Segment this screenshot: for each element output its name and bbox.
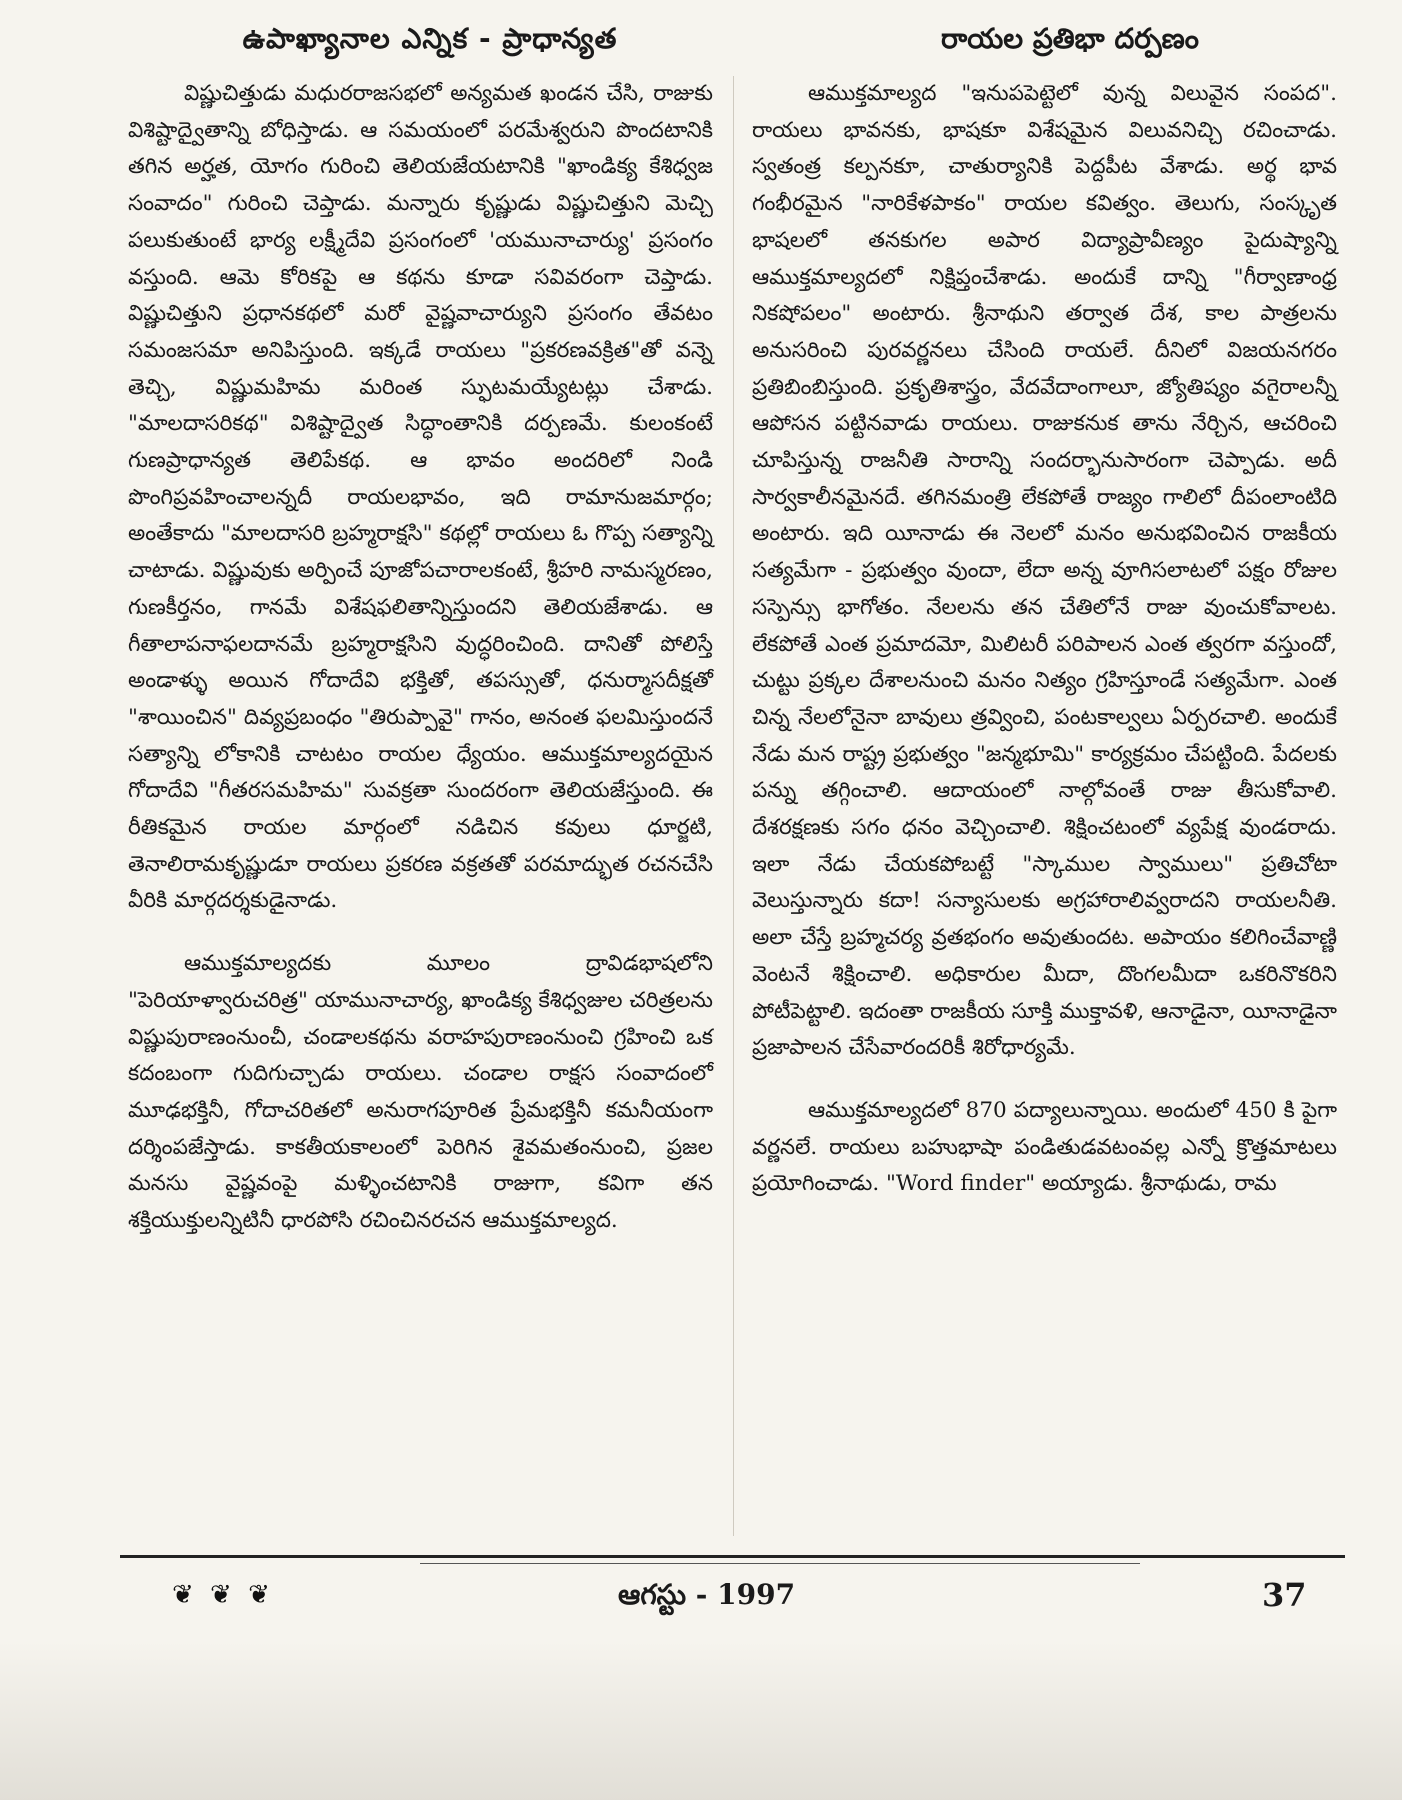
footer-rule-secondary — [420, 1563, 1140, 1564]
right-paragraph-2: ఆముక్తమాల్యదలో 870 పద్యాలున్నాయి. అందులో 450 కి పైగా వర్ణనలే. రాయలు బహుభాషా పండితుడవటంవల్ల ఎన్నో క్రొత్తమాటలు ప్రయోగించాడు. "Word finder" అయ్యాడు. శ్రీనాథుడు, రామ — [752, 1097, 1337, 1197]
column-divider — [733, 76, 734, 1536]
left-text-column — [128, 76, 713, 1240]
right-text-column — [752, 76, 1337, 1203]
left-paragraph-2: ఆముక్తమాల్యదకు మూలం ద్రావిడభాషలోని "పెరియాళ్వారుచరిత్ర" యామునాచార్య, ఖాండిక్య కేశిధ్వజుల చరిత్రలను విష్ణుపురాణంనుంచీ, చండాలకథను వరాహపురాణంనుంచి గ్రహించి ఒక కదంబంగా గుదిగుచ్చాడు రాయలు. చండాల రాక్షస సంవాదంలో మూఢభక్తినీ, గోదాచరితలో అనురాగపూరిత ప్రేమభక్తినీ కమనీయంగా దర్శింపజేస్తాడు. కాకతీయకాలంలో పెరిగిన శైవమతంనుంచి, ప్రజల మనసు వైష్ణవంపై మళ్ళించటానికి రాజుగా, కవిగా తన శక్తియుక్తులన్నిటినీ ధారపోసి రచించినరచన ఆముక్తమాల్యద. — [128, 951, 713, 1234]
footer-ornament: ❦ ❦ ❦ — [172, 1580, 274, 1610]
left-paragraph-1: విష్ణుచిత్తుడు మధురరాజసభలో అన్యమత ఖండన చేసి, రాజుకు విశిష్టాద్వైతాన్ని బోధిస్తాడు. ఆ సమయంలో పరమేశ్వరుని పొందటానికి తగిన అర్హత, యోగం గురించి తెలియజేయటానికి "ఖాండిక్య కేశిధ్వజ సంవాదం" గురించి చెప్తాడు. మన్నారు కృష్ణుడు విష్ణుచిత్తుని మెచ్చి పలుకుతుంటే భార్య లక్ష్మీదేవి ప్రసంగంలో 'యమునాచార్యు' ప్రసంగం వస్తుంది. ఆమె కోరికపై ఆ కథను కూడా సవివరంగా చెప్తాడు. విష్ణుచిత్తుని ప్రధానకథలో మరో వైష్ణవాచార్యుని ప్రసంగం తేవటం సమంజసమా అనిపిస్తుంది. ఇక్కడే రాయలు "ప్రకరణవక్రిత"తో వన్నె తెచ్చి, విష్ణుమహిమ మరింత స్ఫుటమయ్యేటట్లు చేశాడు. "మాలదాసరికథ" విశిష్టాద్వైత సిద్ధాంతానికి దర్పణమే. కులంకంటే గుణప్రాధాన్యత తెలిపేకథ. ఆ భావం అందరిలో నిండి పొంగిప్రవహించాలన్నదీ రాయలభావం, ఇది రామానుజమార్గం; అంతేకాదు "మాలదాసరి బ్రహ్మరాక్షసి" కథల్లో రాయలు ఓ గొప్ప సత్యాన్ని చాటాడు. విష్ణువుకు అర్పించే పూజోపచారాలకంటే, శ్రీహరి నామస్మరణం, గుణకీర్తనం, గానమే విశేషఫలితాన్నిస్తుందని తెలియజేశాడు. ఆ గీతాలాపనాఫలదానమే బ్రహ్మరాక్షసిని వుద్ధరించింది. దానితో పోలిస్తే అండాళ్ళు అయిన గోదాదేవి భక్తితో, తపస్సుతో, ధనుర్మాసదీక్షతో "శాయించిన" దివ్యప్రబంధం "తిరుప్పావై" గానం, అనంత ఫలమిస్తుందనే సత్యాన్ని లోకానికి చాటటం రాయల ధ్యేయం. ఆముక్తమాల్యదయైన గోదాదేవి "గీతరసమహిమ" సువక్రతా సుందరంగా తెలియజేస్తుంది. ఈ రీతికమైన రాయల మార్గంలో నడిచిన కవులు ధూర్జటి, తెనాలిరామకృష్ణుడూ రాయలు ప్రకరణ వక్రతతో పరమాద్భుత రచనచేసి వీరికి మార్గదర్శకుడైనాడు. — [128, 81, 713, 914]
footer-rule — [120, 1555, 1345, 1558]
issue-date: ఆగస్టు - 1997 — [618, 1578, 796, 1611]
right-paragraph-1: ఆముక్తమాల్యద "ఇనుపపెట్టెలో వున్న విలువైన సంపద". రాయలు భావనకు, భాషకూ విశేషమైన విలువనిచ్చి రచించాడు. స్వతంత్ర కల్పనకూ, చాతుర్యానికి పెద్దపీట వేశాడు. అర్థ భావ గంభీరమైన "నారికేళపాకం" రాయల కవిత్వం. తెలుగు, సంస్కృత భాషలలో తనకుగల అపార విద్యాప్రావీణ్యం పైదుష్యాన్ని ఆముక్తమాల్యదలో నిక్షిప్తంచేశాడు. అందుకే దాన్ని "గీర్వాణాంధ్ర నికషోపలం" అంటారు. శ్రీనాథుని తర్వాత దేశ, కాల పాత్రలను అనుసరించి పురవర్ణనలు చేసింది రాయలే. దీనిలో విజయనగరం ప్రతిబింబిస్తుంది. ప్రకృతిశాస్త్రం, వేదవేదాంగాలూ, జ్యోతిష్యం వగైరాలన్నీ ఆపోసన పట్టినవాడు రాయలు. రాజుకనుక తాను నేర్చిన, ఆచరించి చూపిస్తున్న రాజనీతి సారాన్ని సందర్భానుసారంగా చెప్పాడు. అదీ సార్వకాలీనమైనదే. తగినమంత్రి లేకపోతే రాజ్యం గాలిలో దీపంలాంటిది అంటారు. ఇది యీనాడు ఈ నెలలో మనం అనుభవించిన రాజకీయ సత్యమేగా - ప్రభుత్వం వుందా, లేదా అన్న వూగిసలాటలో పక్షం రోజుల సస్పెన్సు భాగోతం. నేలలను తన చేతిలోనే రాజు వుంచుకోవాలట. లేకపోతే ఎంత ప్రమాదమో, మిలిటరీ పరిపాలన ఎంత త్వరగా వస్తుందో, చుట్టు ప్రక్కల దేశాలనుంచి మనం నిత్యం గ్రహిస్తూండే సత్యమేగా. ఎంత చిన్న నేలలోనైనా బావులు త్రవ్వించి, పంటకాల్వలు ఏర్పరచాలి. అందుకే నేడు మన రాష్ట్ర ప్రభుత్వం "జన్మభూమి" కార్యక్రమం చేపట్టింది. పేదలకు పన్ను తగ్గించాలి. ఆదాయంలో నాల్గోవంతే రాజు తీసుకోవాలి. దేశరక్షణకు సగం ధనం వెచ్చించాలి. శిక్షించటంలో వ్యపేక్ష వుండరాదు. ఇలా నేడు చేయకపోబట్టే "స్కాముల స్వాములు" ప్రతిచోటా వెలుస్తున్నారు కదా! సన్యాసులకు అగ్రహారాలివ్వరాదని రాయలనీతి. అలా చేస్తే బ్రహ్మచర్య వ్రతభంగం అవుతుందట. అపాయం కలిగించేవాణ్ణి వెంటనే శిక్షించాలి. అధికారుల మీదా, దొంగలమీదా ఒకరినొకరిని పోటీపెట్టాలి. ఇదంతా రాజకీయ సూక్తి ముక్తావళి, ఆనాడైనా, యీనాడైనా ప్రజాపాలన చేసేవారందరికీ శిరోధార్యమే. — [752, 81, 1337, 1061]
left-column-heading: ఉపాఖ్యానాల ఎన్నిక - ప్రాధాన్యత — [242, 22, 618, 55]
right-column-heading: రాయల ప్రతిభా దర్పణం — [941, 22, 1199, 55]
scan-edge-shadow — [0, 1640, 1402, 1800]
page-number: 37 — [1262, 1576, 1307, 1614]
